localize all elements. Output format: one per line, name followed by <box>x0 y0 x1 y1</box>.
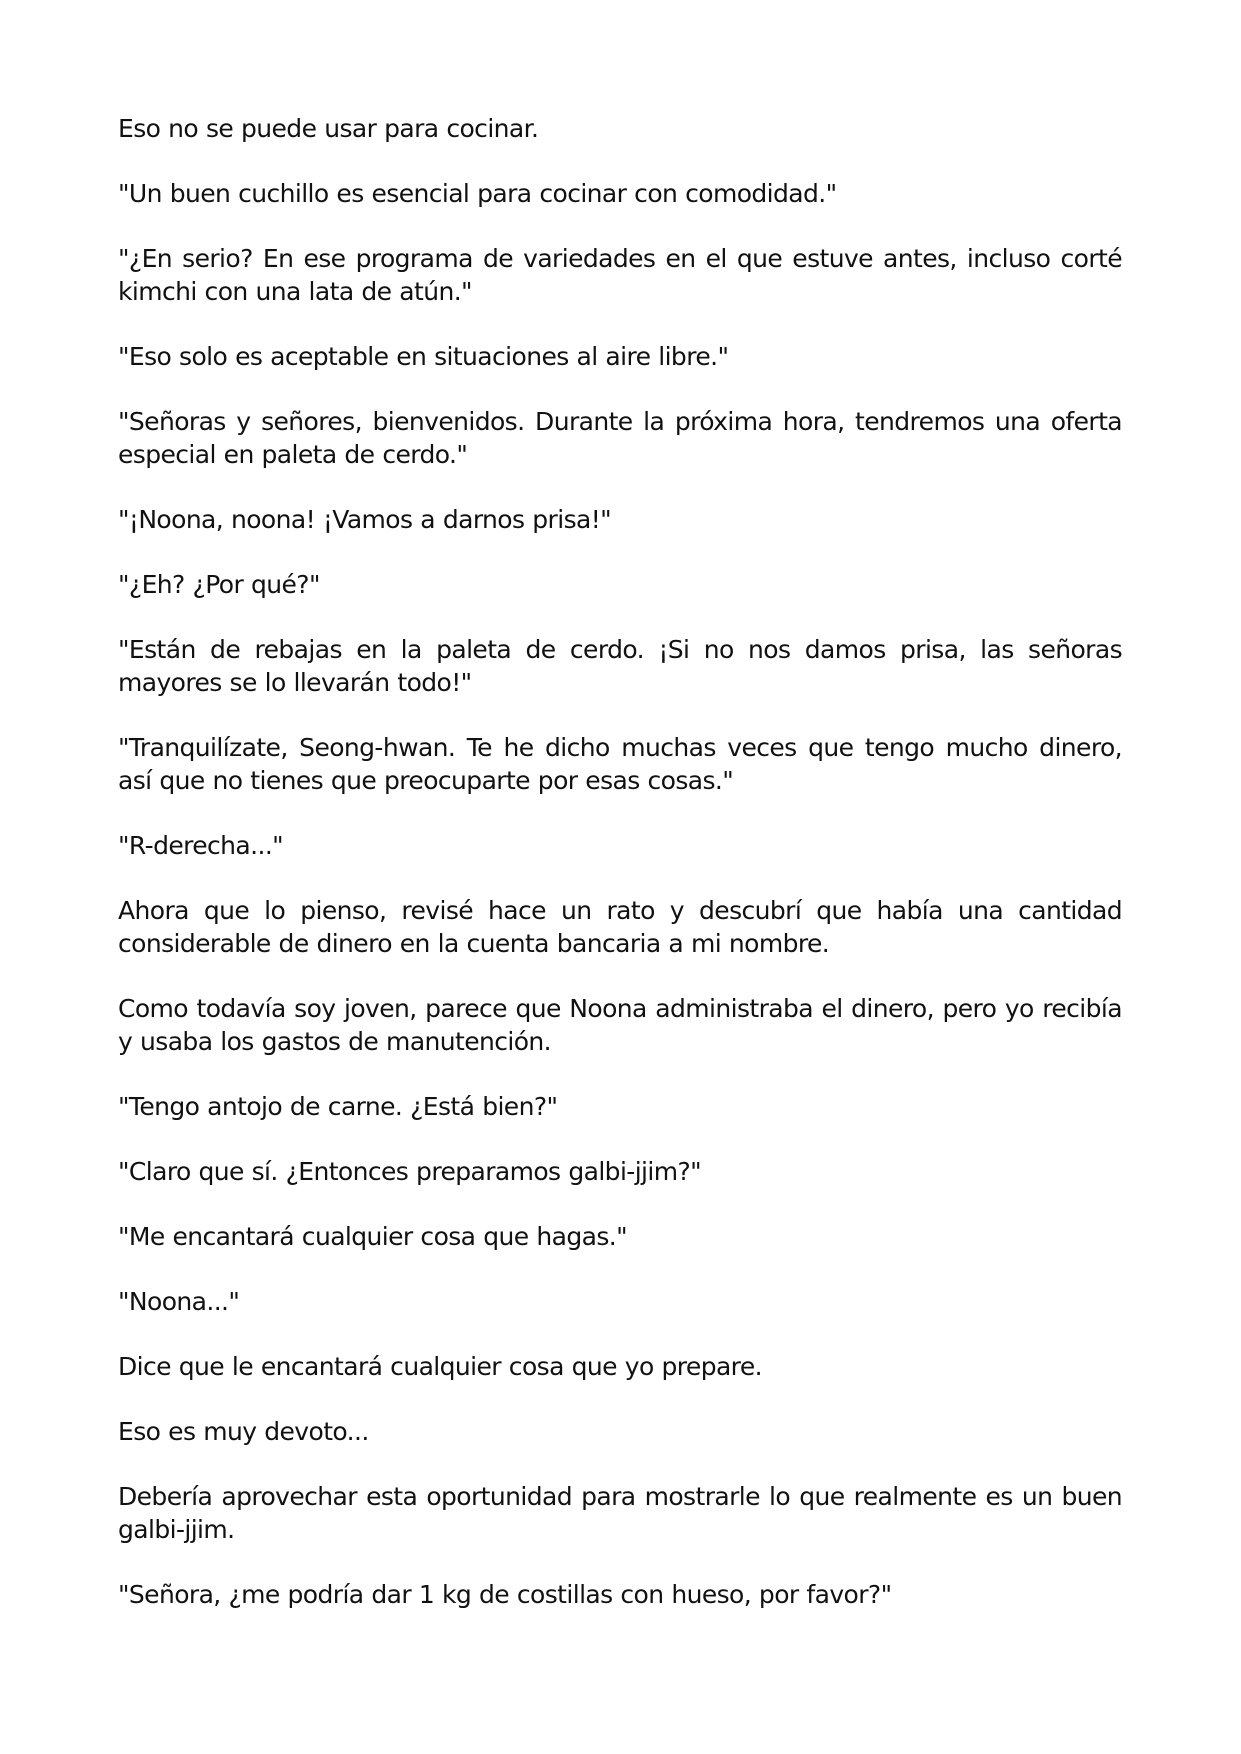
paragraph: "Me encantará cualquier cosa que hagas." <box>118 1222 628 1251</box>
paragraph: Debería aprovechar esta oportunidad para mostrarle lo que realmente es un buen galbi-jjim. <box>118 1482 1122 1544</box>
paragraph: "Señoras y señores, bienvenidos. Durante la próxima hora, tendremos una oferta especial en paleta de cerdo." <box>118 407 1122 469</box>
paragraph: Dice que le encantará cualquier cosa que yo prepare. <box>118 1352 762 1381</box>
paragraph: "Señora, ¿me podría dar 1 kg de costillas con hueso, por favor?" <box>118 1580 892 1609</box>
paragraph: "Noona..." <box>118 1287 240 1316</box>
paragraph: "¡Noona, noona! ¡Vamos a darnos prisa!" <box>118 505 612 534</box>
paragraph: "Un buen cuchillo es esencial para cocinar con comodidad." <box>118 179 837 208</box>
paragraph: "R-derecha..." <box>118 831 284 860</box>
document-page <box>118 112 1122 1611</box>
paragraph: "Claro que sí. ¿Entonces preparamos galbi-jjim?" <box>118 1157 702 1186</box>
paragraph: Eso es muy devoto... <box>118 1417 369 1446</box>
paragraph: Como todavía soy joven, parece que Noona administraba el dinero, pero yo recibía y usaba los gastos de manutención. <box>118 994 1122 1056</box>
paragraph: Ahora que lo pienso, revisé hace un rato y descubrí que había una cantidad considerable de dinero en la cuenta bancaria a mi nombre. <box>118 896 1122 958</box>
paragraph: "Tengo antojo de carne. ¿Está bien?" <box>118 1092 558 1121</box>
paragraph: Eso no se puede usar para cocinar. <box>118 114 539 143</box>
paragraph: "Están de rebajas en la paleta de cerdo. ¡Si no nos damos prisa, las señoras mayores se lo llevarán todo!" <box>118 635 1122 697</box>
paragraph: "Eso solo es aceptable en situaciones al aire libre." <box>118 342 729 371</box>
paragraph: "¿En serio? En ese programa de variedades en el que estuve antes, incluso corté kimchi con una lata de atún." <box>118 244 1122 306</box>
paragraph: "Tranquilízate, Seong-hwan. Te he dicho muchas veces que tengo mucho dinero, así que no tienes que preocuparte por esas cosas." <box>118 733 1122 795</box>
paragraph: "¿Eh? ¿Por qué?" <box>118 570 320 599</box>
